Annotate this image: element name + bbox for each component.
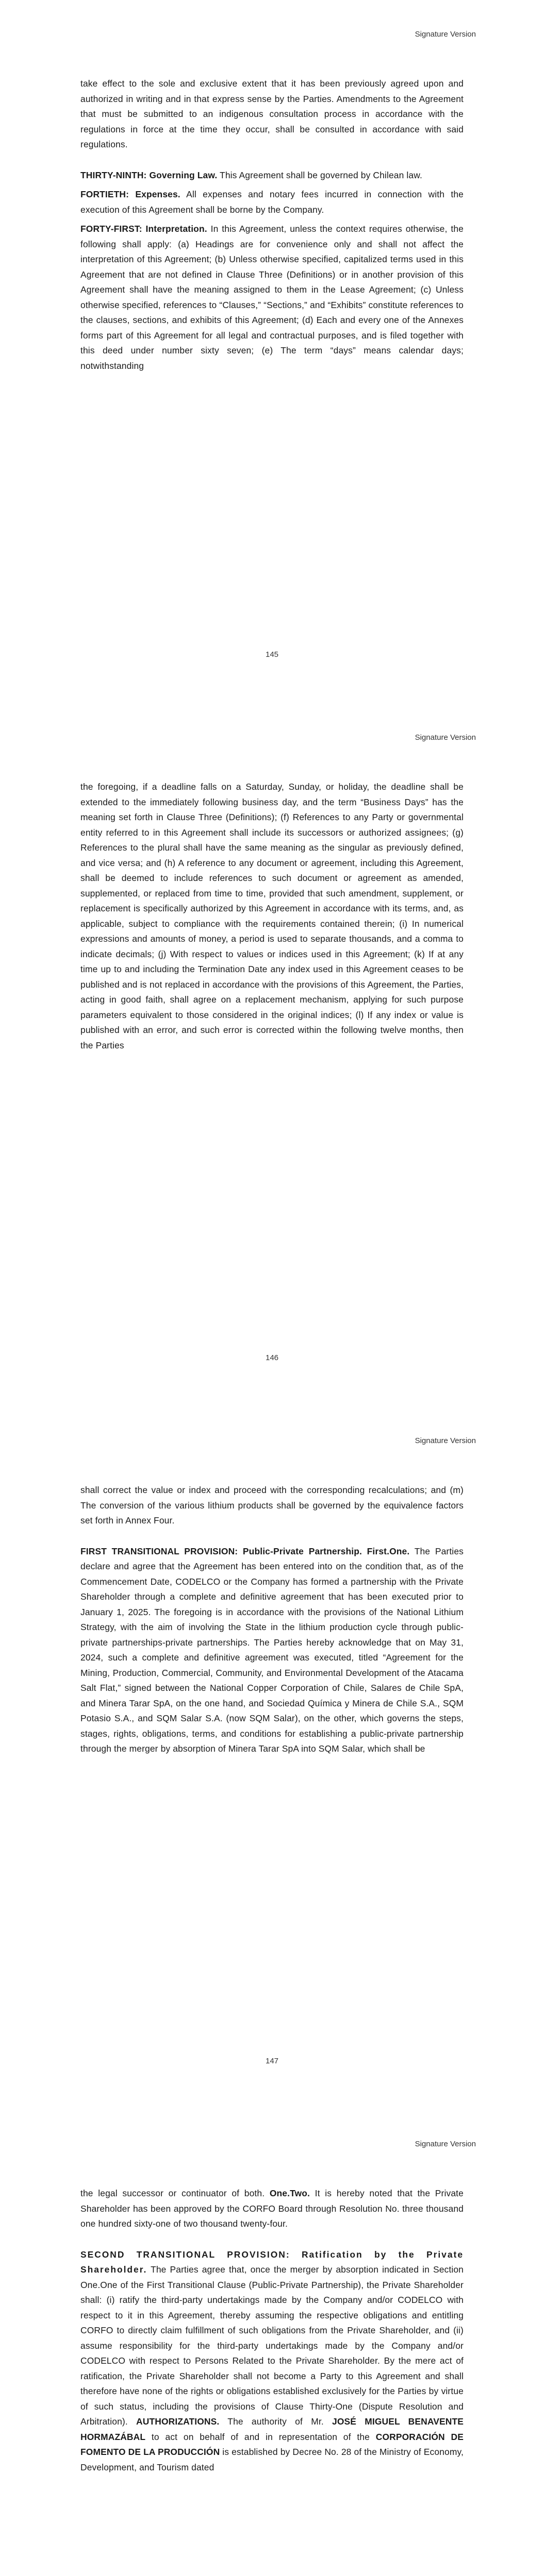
clause-heading: FORTY-FIRST: Interpretation. [80,224,207,234]
clause-text: All expenses and notary fees incurred in connection with the execution of this Agreement shall be borne by the Company. [80,189,464,215]
clause-heading: THIRTY-NINTH: Governing Law. [80,170,218,180]
clause-text: This Agreement shall be governed by Chilean law. [217,170,422,180]
paragraph: the foregoing, if a deadline falls on a Saturday, Sunday, or holiday, the deadline shall be extended to the immediately following business day, and the term “Business Days” has the meaning set forth in Clause Three (Definitions); (f) References to any Party or governmental entity referred to in this Agreement shall include its successors or authorized assignees; (g) References to the plural shall have the same meaning as the singular as previously defined, and vice versa; and (h) A reference to any document or agreement, including this Agreement, shall be deemed to include references to such document or agreement as amended, supplemented, or replaced from time to time, provided that such amendment, supplement, or replacement is specifically authorized by this Agreement in accordance with its terms, and, as applicable, subject to compliance with the requirements contained therein; (i) In numerical expressions and amounts of money, a period is used to separate thousands, and a comma to indicate decimals; (j) With respect to values or indices used in this Agreement; (k) If at any time up to and including the Termination Date any index used in this Agreement ceases to be published and is not replaced in accordance with the provisions of this Agreement, the Parties, acting in good faith, shall agree on a replacement mechanism, applying for such purpose parameters equivalent to those considered in the original indices; (l) If any index or value is published with an error, and such error is corrected within the following twelve months, then the Parties [80,782,464,1050]
page-body [80,1483,464,1757]
clause-text: the legal successor or continuator of both. [80,2188,270,2198]
page-body [80,2186,464,2475]
section-heading: One.Two. [269,2188,310,2198]
representative-name: JOSÉ MIGUEL BENAVENTE HORMAZÁBAL [80,2416,464,2442]
paragraph [80,2186,464,2232]
page-body [80,779,464,1053]
page-number: 145 [265,650,279,659]
page-header: Signature Version [415,30,476,39]
paragraph: shall correct the value or index and proceed with the corresponding recalculations; and (m) The conversion of the various lithium products shall be governed by the equivalence factors set forth in Annex Four. [80,1485,464,1526]
page-body [80,76,464,374]
clause-text: The Parties agree that, once the merger by absorption indicated in Section One.One of the First Transitional Clause (Public-Private Partnership), the Private Shareholder shall: (i) ratify the third-party undertakings made by the Company and/or CODELCO with respect to it in this Agreement, thereby assuming the respective obligations and entitling CORFO to directly claim fulfillment of such obligations from the Private Shareholder, and (ii) assume responsibility for the third-party undertakings made by the Company and/or CODELCO with respect to Persons Related to the Private Shareholder. By the mere act of ratification, the Private Shareholder shall not become a Party to this Agreement and shall therefore have none of the rights or obligations established exclusively for the Parties by virtue of such status, including the provisions of Clause Thirty-One (Dispute Resolution and Arbitration). [80,2264,464,2427]
clause-heading: FORTIETH: Expenses. [80,189,180,199]
document-page-147 [0,1406,544,2110]
clause-text: The Parties declare and agree that the Agreement has been entered into on the condition that, as of the Commencement Date, CODELCO or the Company has formed a partnership with the Private Shareholder through a complete and definitive agreement that has been executed prior to January 1, 2025. The foregoing is in accordance with the provisions of the National Lithium Strategy, with the aim of involving the State in the lithium production cycle through public-private partnerships-private partnerships. The Parties hereby acknowledge that on May 31, 2024, such a complete and definitive agreement was executed, titled “Agreement for the Mining, Production, Commercial, Community, and Environmental Development of the Atacama Salt Flat,” signed between the National Copper Corporation of Chile, Salares de Chile SpA, and Minera Tarar SpA, on the one hand, and Sociedad Química y Minera de Chile S.A., SQM Potasio S.A., and SQM Salar S.A. (now SQM Salar), on the other, which governs the steps, stages, rights, obligations, terms, and conditions for establishing a public-private partnership through the merger by absorption of Minera Tarar SpA into SQM Salar, which shall be [80,1546,464,1754]
document-page-148 [0,2110,544,2576]
second-transitional-provision [80,2247,464,2476]
clause-forty-first [80,222,464,374]
clause-text: It is hereby noted that the Private Shareholder has been approved by the CORFO Board through Resolution No. three thousand one hundred sixty-one of two thousand twenty-four. [80,2188,464,2229]
clause-thirty-ninth [80,168,464,183]
paragraph: take effect to the sole and exclusive extent that it has been previously agreed upon and authorized in writing and in that express sense by the Parties. Amendments to the Agreement that must be submitted to an indigenous consultation process in accordance with the regulations in force at the time they occur, shall be consulted in accordance with said regulations. [80,78,464,149]
clause-fortieth [80,187,464,217]
clause-heading: FIRST TRANSITIONAL PROVISION: Public-Private Partnership. First.One. [80,1546,410,1556]
page-header: Signature Version [415,1436,476,1445]
clause-text: to act on behalf of and in representation of the [145,2431,376,2442]
corporation-name: CORPORACIÓN DE FOMENTO DE LA PRODUCCIÓN [80,2431,464,2457]
page-header: Signature Version [415,2140,476,2148]
page-header: Signature Version [415,733,476,742]
document-page-146 [0,703,544,1406]
clause-text: In this Agreement, unless the context requires otherwise, the following shall apply: (a) Headings are for convenience only and shall not affect the interpretation of this Agreement; (b) Unless otherwise specified, capitalized terms used in this Agreement that are not defined in Clause Three (Definitions) or in another provision of this Agreement shall have the meaning assigned to them in the Lease Agreement; (c) Unless otherwise specified, references to “Clauses,” “Sections,” and “Exhibits” constitute references to the clauses, sections, and exhibits of this Agreement; (d) Each and every one of the Annexes forms part of this Agreement for all legal and contractual purposes, and is filed together with this deed under number sixty seven; (e) The term “days” means calendar days; notwithstanding [80,224,464,371]
page-number: 147 [265,2057,279,2065]
clause-text: is established by Decree No. 28 of the Ministry of Economy, Development, and Tourism dated [80,2447,464,2472]
authorizations-heading: AUTHORIZATIONS. [136,2416,220,2427]
document-page-145 [0,0,544,703]
clause-text: The authority of Mr. [219,2416,333,2427]
clause-heading: SECOND TRANSITIONAL PROVISION: Ratification by the Private Shareholder. [80,2249,464,2275]
first-transitional-provision [80,1544,464,1757]
page-number: 146 [265,1353,279,1362]
